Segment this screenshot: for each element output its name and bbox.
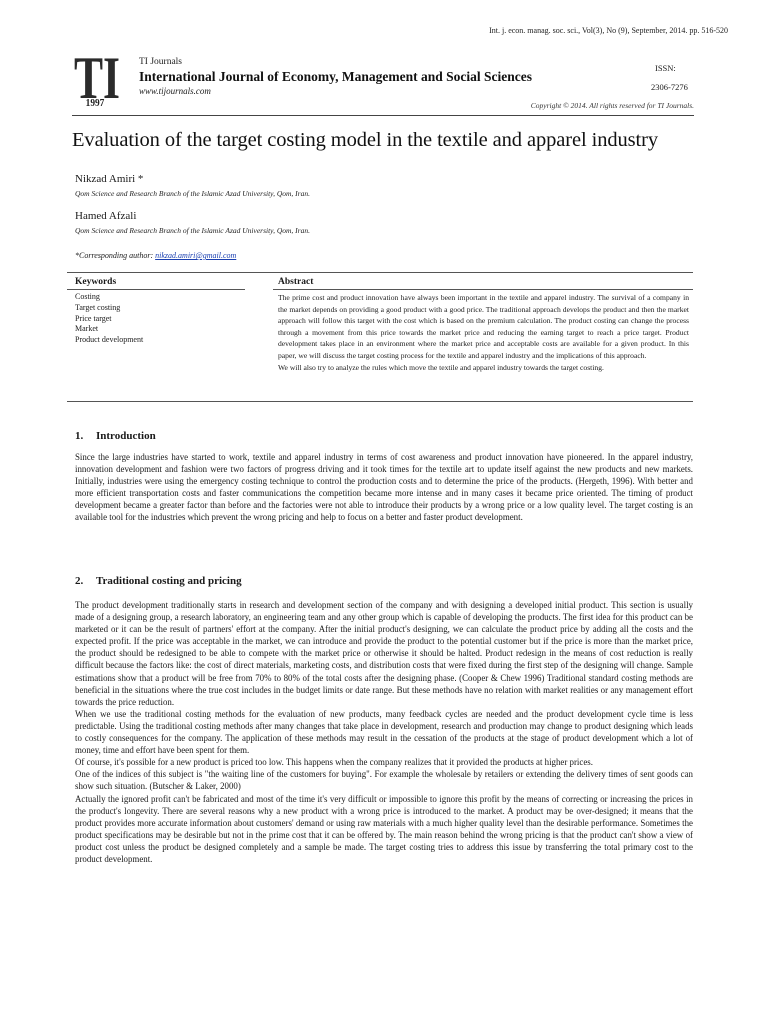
traditional-costing-body — [75, 599, 693, 865]
section-number: 1. — [75, 430, 84, 442]
header-divider — [72, 115, 694, 116]
keywords-list — [75, 292, 143, 346]
abstract-paragraph: The prime cost and product innovation have always been important in the textile and apparel industry. The survival of a company in the market depends on providing a good product with a good price. The traditional approach develops the product and then the market approach will follow this target with the cost which is based on the premium calculation. The product costing can change the process through a movement from this price towards the market price and reducing the earning target to reach a price target. Product development takes place in an environment where the market price and acceptable costs are available for a given product. In this paper, we will discuss the target costing process for the textile and apparel industry and the implications of this approach. — [278, 293, 689, 360]
introduction-body — [75, 451, 693, 524]
logo-letters: TI — [74, 45, 120, 106]
corresponding-label: *Corresponding author: — [75, 251, 154, 260]
abstract-paragraph: We will also try to analyze the rules which move the textile and apparel industry towards the target costing. — [278, 362, 604, 372]
logo-year: 1997 — [85, 97, 105, 109]
abstract-rule — [273, 289, 693, 290]
corresponding-email-link[interactable]: nikzad.amiri@gmail.com — [155, 251, 237, 260]
section-title: Introduction — [96, 430, 156, 442]
section-number: 2. — [75, 575, 84, 587]
keyword-item: Price target — [75, 313, 112, 323]
section-title: Traditional costing and pricing — [96, 575, 242, 587]
issn-value: 2306-7276 — [651, 82, 688, 92]
keywords-heading: Keywords — [75, 277, 117, 287]
keyword-item: Target costing — [75, 302, 121, 312]
keyword-item: Costing — [75, 292, 100, 301]
publisher-name: TI Journals — [139, 57, 183, 67]
keywords-abstract-top-rule — [67, 272, 693, 273]
keywords-rule — [67, 289, 245, 290]
section-heading-traditional-costing — [75, 575, 242, 587]
body-paragraph: Since the large industries have started to work, textile and apparel industry in terms of cost awareness and product innovation have pioneered. In the apparel industry, innovation development and fashion were two factors of progress driving and it took times for the textile art to update itself against the new products and new markets. Initially, industries were using the emergency costing technique to control the production costs and to determine the price of the products. (Hergeth, 1996). With better and more efficient transportation costs and faster communications the competition became more intense and in many cases it became price oriented. The timing of product development became a greater factor than before and the factories were not able to introduce their products by a wrong price or a low quality level. The target costing is an available tool for the industries which prevent the wrong pricing and help to focus on a better and faster product development. — [75, 452, 693, 523]
section-heading-introduction — [75, 430, 156, 442]
corresponding-author — [75, 251, 236, 260]
abstract-body — [278, 292, 689, 373]
body-paragraph: Actually the ignored profit can't be fabricated and most of the time it's very difficult or impossible to ignore this profit by the means of correcting or increasing the prices in the product's longevity. There are several reasons why a new product with a wrong price is introduced to the market. A product may be over-designed; it means that the product provides more accurate information about customers' demand or using raw materials with a much higher quality level than the desirable performance. Sometimes the product specifications may be desirable but not in the prime cost that it can be offered by. The main reason behind the wrong pricing is that the product can't show a view of product cost unless the product be designed completely and a sample be made. The target costing tries to address this issue by transferring the total primary cost to the product development. — [75, 793, 693, 864]
author-affiliation: Qom Science and Research Branch of the Islamic Azad University, Qom, Iran. — [75, 189, 310, 198]
body-paragraph: The product development traditionally starts in research and development section of the company and with designing a developed initial product. This section is usually made of a designing group, a research laboratory, an engineering team and any other group which is capable of developing the products. The first idea for this product can be marketed or it can be the result of partners' effort at the company. After the initial product's designing, we can calculate the product price by adding all the costs and the expected profit. If the price was acceptable in the market, we can introduce and provide the product to the potential customer but if the price is more than the market price, the product should be redesigned to be able to compete with the market price or otherwise it should be halted. Product redesign in the means of cost reduction is really difficult because the factors like: the cost of direct materials, marketing costs, and distribution costs that were fixed during the first step of the designing will change. Sample estimations show that a product will be free from 70% to 80% of the total costs after the designing phase. (Cooper & Chew 1996) Traditional standard costing methods are beneficial in the situations where the true cost includes in the budget limits or date range. But these methods have no relation with market realities or any management effort towards the price reduction. — [75, 600, 693, 707]
keyword-item: Product development — [75, 335, 144, 345]
author-name: Nikzad Amiri * — [75, 173, 144, 185]
body-paragraph: One of the indices of this subject is "the waiting line of the customers for buying". For example the wholesale by retailers or extending the delivery times of sent goods can show such situation. (Butscher & Laker, 2000) — [75, 769, 693, 792]
keyword-item: Market — [75, 324, 99, 334]
publisher-block — [139, 57, 532, 96]
body-paragraph: Of course, it's possible for a new product is priced too low. This happens when the company realizes that it provided the products at higher prices. — [75, 757, 593, 768]
citation-line: Int. j. econ. manag. soc. sci., Vol(3), No (9), September, 2014. pp. 516-520 — [489, 26, 728, 35]
issn-block — [651, 63, 688, 92]
issn-label: ISSN: — [655, 63, 676, 73]
keywords-abstract-bottom-rule — [67, 401, 693, 402]
journal-name: International Journal of Economy, Management and Social Sciences — [139, 69, 533, 84]
author-name: Hamed Afzali — [75, 210, 137, 222]
copyright-notice: Copyright © 2014. All rights reserved for TI Journals. — [530, 101, 694, 110]
paper-title: Evaluation of the target costing model in the textile and apparel industry — [72, 129, 658, 151]
abstract-heading: Abstract — [278, 277, 314, 287]
author-affiliation: Qom Science and Research Branch of the Islamic Azad University, Qom, Iran. — [75, 226, 310, 235]
journal-website[interactable]: www.tijournals.com — [139, 86, 211, 96]
body-paragraph: When we use the traditional costing methods for the evaluation of new products, many feedback cycles are needed and the product development cycle time is less predictable. Using the traditional costing methods after many changes that take place in development, research and production may change to product designing which leads to costly consequences for the company. The application of these methods may result in the cessation of the products at the stage of product development which a lot of money, time and effort have been spent for them. — [75, 708, 693, 756]
